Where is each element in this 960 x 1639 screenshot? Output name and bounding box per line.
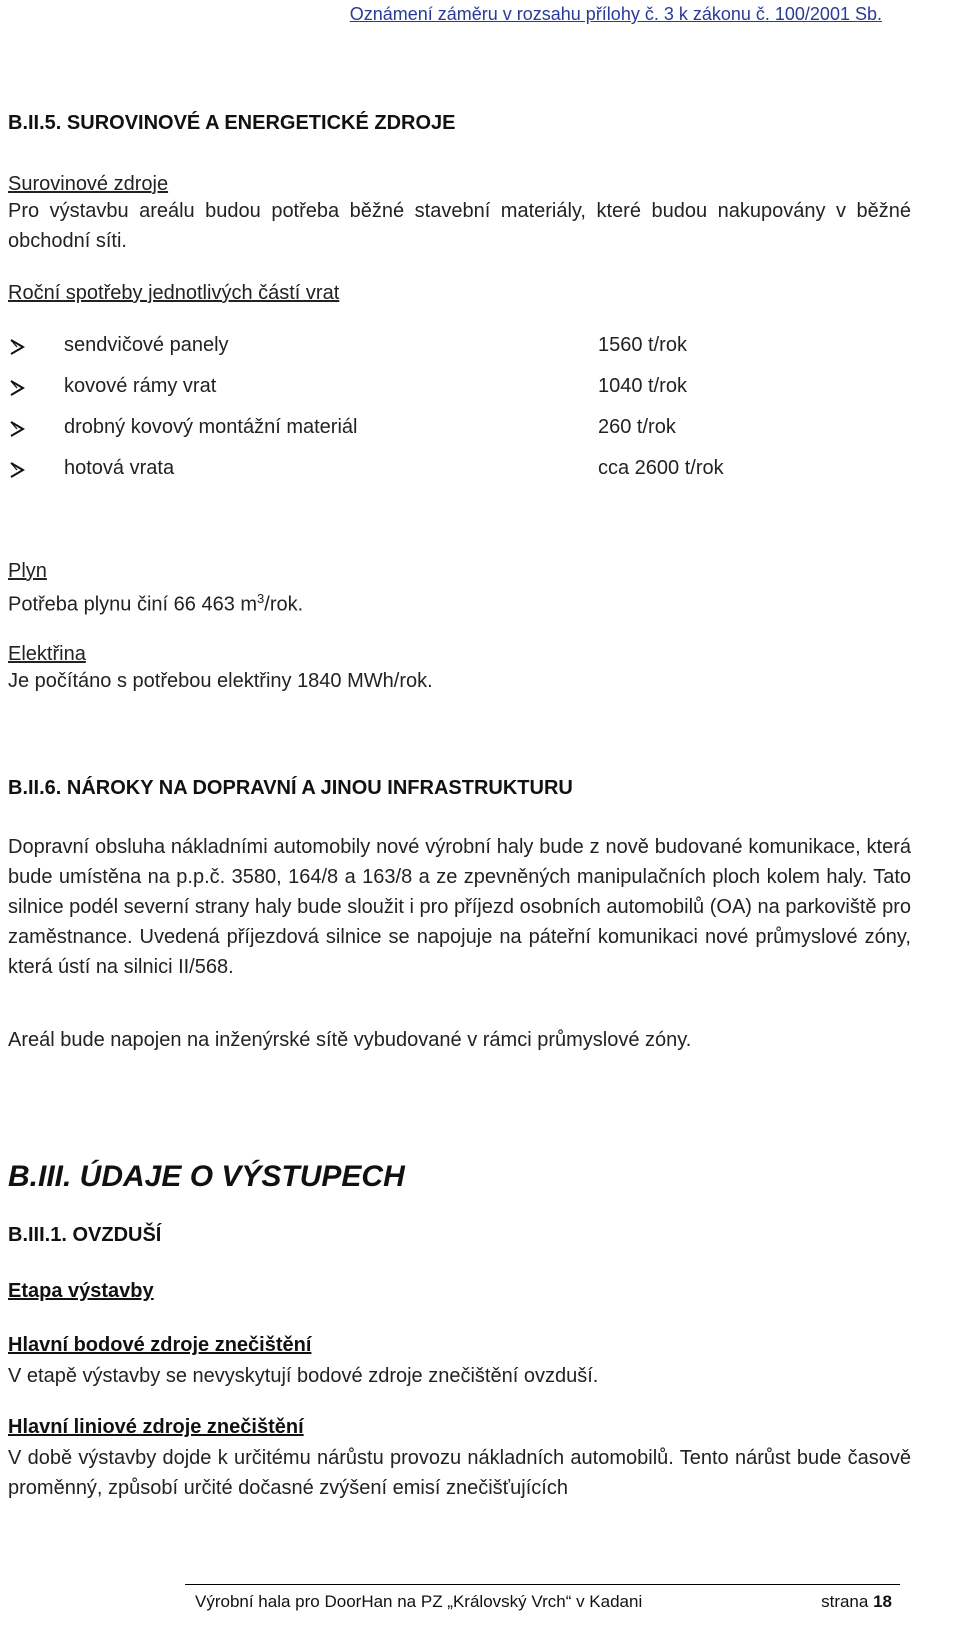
page-number-value: 18	[873, 1592, 892, 1611]
item-label: sendvičové panely	[64, 334, 229, 356]
item-label: hotová vrata	[64, 457, 175, 479]
utilities-paragraph: Areál bude napojen na inženýrské sítě vybudované v rámci průmyslové zóny.	[8, 1029, 692, 1051]
footer-project-title: Výrobní hala pro DoorHan na PZ „Královský Vrch“ v Kadani	[195, 1592, 643, 1611]
section-heading-b3-1: B.III.1. OVZDUŠÍ	[8, 1224, 162, 1246]
item-label: drobný kovový montážní materiál	[64, 416, 358, 438]
gas-text-main: Potřeba plynu činí 66 463 m	[8, 593, 258, 616]
section-heading-b2-6: B.II.6. NÁROKY NA DOPRAVNÍ A JINOU INFRASTRUKTURU	[8, 777, 573, 799]
item-value: 1560 t/rok	[598, 334, 687, 356]
section-heading-b2-5: B.II.5. SUROVINOVÉ A ENERGETICKÉ ZDROJE	[8, 112, 456, 134]
footer-divider	[185, 1584, 900, 1585]
item-value: cca 2600 t/rok	[598, 457, 724, 479]
transport-paragraph: Dopravní obsluha nákladními automobily nové výrobní haly bude z nově budované komunikace, která bude umístěna na p.p.č. 3580, 164/8 a 163/8 a ze zpevněných manipulačních ploch kolem haly. Tato silnice podél severní strany haly bude sloužit i pro příjezd osobních automobilů (OA) na parkoviště pro zaměstnance. Uvedená příjezdová silnice se napojuje na páteřní komunikaci nové průmyslové zóny, která ústí na silnici II/568.	[8, 836, 911, 978]
gas-unit-exponent: 3	[257, 591, 265, 606]
item-value: 260 t/rok	[598, 416, 676, 438]
line-sources-text: V době výstavby dojde k určitému nárůstu provozu nákladních automobilů. Tento nárůst bude časově proměnný, způsobí určité dočasné zvýšení emisí znečišťujících	[8, 1447, 911, 1499]
arrow-bullet-icon	[8, 420, 26, 438]
list-item	[8, 375, 908, 405]
page-label: strana	[821, 1592, 869, 1611]
electricity-title: Elektřina	[8, 643, 86, 665]
item-label: kovové rámy vrat	[64, 375, 217, 397]
running-header: Oznámení záměru v rozsahu přílohy č. 3 k zákonu č. 100/2001 Sb.	[349, 4, 882, 24]
raw-materials-title: Surovinové zdroje	[8, 173, 169, 195]
arrow-bullet-icon	[8, 461, 26, 479]
point-sources-text: V etapě výstavby se nevyskytují bodové zdroje znečištění ovzduší.	[8, 1365, 599, 1387]
electricity-text: Je počítáno s potřebou elektřiny 1840 MWh/rok.	[8, 670, 433, 692]
gas-text-unit: /rok.	[264, 593, 304, 616]
point-sources-title: Hlavní bodové zdroje znečištění	[8, 1334, 312, 1356]
page-number	[821, 1592, 892, 1612]
item-value: 1040 t/rok	[598, 375, 687, 397]
list-item	[8, 416, 908, 446]
section-heading-b3: B.III. ÚDAJE O VÝSTUPECH	[8, 1160, 405, 1193]
annual-consumption-title: Roční spotřeby jednotlivých částí vrat	[8, 282, 340, 304]
raw-materials-text: Pro výstavbu areálu budou potřeba běžné stavební materiály, které budou nakupovány v běžné obchodní síti.	[8, 200, 911, 252]
list-item	[8, 457, 908, 487]
line-sources-title: Hlavní liniové zdroje znečištění	[8, 1416, 304, 1438]
arrow-bullet-icon	[8, 338, 26, 356]
gas-title: Plyn	[8, 560, 47, 582]
stage-heading: Etapa výstavby	[8, 1280, 154, 1302]
list-item	[8, 334, 908, 364]
arrow-bullet-icon	[8, 379, 26, 397]
gas-text	[8, 584, 303, 620]
